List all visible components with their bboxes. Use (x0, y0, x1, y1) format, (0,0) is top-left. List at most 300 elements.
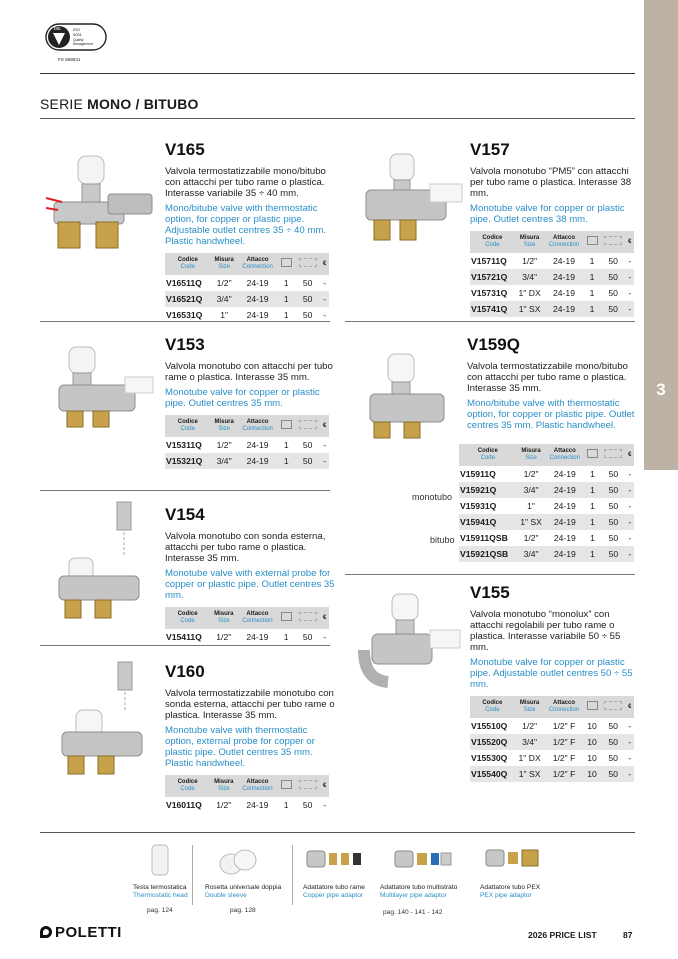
accessory-label-it: Adattatore tubo rame (303, 884, 365, 891)
col-code: Codice Code (165, 607, 210, 629)
cell-code: V15411Q (166, 632, 202, 642)
thermostatic-head-image (150, 843, 170, 879)
table-row (470, 253, 634, 269)
cell-size: 3/4" (515, 734, 545, 750)
cell-size: 1" DX (518, 753, 541, 763)
accessory-pex-adaptor (480, 884, 540, 900)
table-row (470, 734, 634, 750)
brand-mark-icon (40, 926, 52, 938)
col-size: Misura Size (515, 231, 545, 253)
bitubo-label: bitubo (430, 535, 455, 545)
cell-connection: 1/2" F (552, 721, 576, 731)
carton-icon (604, 236, 622, 245)
col-size: Misura Size (211, 415, 238, 437)
cell-carton-qty: 50 (601, 766, 626, 782)
col-connection: Attacco Connection (544, 696, 583, 718)
cell-box-qty: 1 (590, 469, 595, 479)
cell-box-qty: 1 (584, 301, 601, 317)
cell-price: - (626, 546, 634, 562)
cell-code: V15321Q (165, 453, 211, 469)
cell-box-qty: 1 (278, 291, 295, 307)
col-box-icon (277, 775, 294, 797)
table-row (459, 498, 634, 514)
cell-code: V15921Q (459, 482, 517, 498)
v160-table (165, 775, 329, 813)
cell-size: 1/2" (523, 469, 539, 479)
accessory-label-en: Thermostatic head (133, 892, 188, 899)
v159q-desc-it: Valvola termostatizzabile mono/bitubo con attacchi per tubo rame o plastica. Interasse 35 mm. (467, 361, 628, 394)
cell-connection: 24-19 (246, 310, 269, 320)
col-connection: Attacco Connection (544, 231, 583, 253)
col-price: € (626, 696, 634, 718)
series-name: MONO / BITUBO (87, 96, 199, 112)
cell-code: V15711Q (471, 256, 507, 266)
col-code: Codice Code (470, 231, 515, 253)
table-row (165, 797, 329, 813)
accessory-label-it: Adattatore tubo multistrato (380, 884, 458, 891)
col-connection: Attacco Connection (546, 444, 585, 466)
col-code: Codice Code (459, 444, 517, 466)
carton-icon (299, 612, 317, 621)
v165-desc-en: Mono/bitube valve with thermostatic option, for copper or plastic pipe. Adjustable outlet centres 35 ÷ 40 mm. Plastic handwheel. (165, 203, 326, 247)
cell-connection: 24-19 (238, 291, 278, 307)
cell-code: V15510Q (471, 721, 508, 731)
cell-code: V15911Q (460, 469, 496, 479)
price-list-label: 2026 PRICE LIST (528, 930, 597, 940)
v155-desc-en: Monotube valve for copper or plastic pipe. Adjustable outlet centres 50 ÷ 55 mm. (470, 657, 633, 690)
v160-desc-en: Monotube valve with thermostatic option, external probe for copper or plastic pipe. Outlet centres 35 mm. Plastic handwheel. (165, 725, 315, 769)
cell-carton-qty: 50 (601, 269, 626, 285)
cell-size: 1" SX (517, 514, 546, 530)
cell-carton-qty: 50 (295, 291, 321, 307)
table-row (165, 275, 329, 291)
v157-desc-en: Monotube valve for copper or plastic pipe. Outlet centres 38 mm. (470, 203, 625, 225)
cell-box-qty: 1 (283, 632, 289, 642)
cell-carton-qty: 50 (608, 288, 618, 298)
cell-price: - (628, 533, 632, 543)
cell-connection: 24-19 (553, 533, 576, 543)
col-box-icon (278, 415, 295, 437)
cell-size: 3/4" (211, 291, 238, 307)
cell-price: - (626, 734, 634, 750)
cell-size: 1" (527, 501, 535, 511)
table-header-row (459, 444, 634, 466)
table-header-row (470, 231, 634, 253)
cell-connection: 1/2" F (552, 753, 576, 763)
col-size: Misura Size (210, 775, 237, 797)
cell-carton-qty: 50 (302, 278, 313, 288)
box-icon (281, 258, 292, 267)
cell-price: - (628, 721, 632, 731)
cell-connection: 24-19 (553, 288, 575, 298)
table-row (165, 437, 329, 453)
box-icon (587, 449, 598, 458)
cell-size: 1/2" (216, 278, 232, 288)
v154-valve-image (55, 500, 155, 625)
table-row (459, 482, 634, 498)
certification-logo (40, 20, 110, 64)
accessory-thermostatic-head (133, 884, 188, 900)
divider (40, 321, 330, 322)
carton-icon (604, 449, 622, 458)
cell-carton-qty: 50 (608, 501, 619, 511)
cell-connection: 24-19 (546, 482, 585, 498)
v160-desc-it: Valvola termostatizzabile monotubo con sonda esterna, attacchi per tubo rame o plastica. Interasse 35 mm. (165, 688, 335, 721)
cell-size: 1/2" (522, 256, 538, 266)
table-row (470, 301, 634, 317)
table-row (470, 750, 634, 766)
cell-connection: 24-19 (553, 469, 576, 479)
cell-box-qty: 1 (589, 256, 595, 266)
cell-connection: 24-19 (553, 256, 575, 266)
accessory-double-sleeve (205, 884, 281, 900)
cert-management-text: Management (73, 42, 93, 46)
cell-code: V16011Q (166, 800, 202, 810)
col-box-icon (278, 253, 295, 275)
table-header-row (470, 696, 634, 718)
cell-code: V15941Q (459, 514, 517, 530)
box-icon (587, 701, 598, 710)
cell-size: 1/2" (523, 533, 539, 543)
table-header-row (165, 607, 329, 629)
v165-desc-it: Valvola termostatizzabile mono/bitubo con attacchi per tubo rame o plastica. Interasse variabile 35 ÷ 40 mm. (165, 166, 326, 199)
cell-carton-qty: 50 (608, 256, 618, 266)
col-connection: Attacco Connection (237, 775, 277, 797)
cell-price: - (323, 440, 327, 450)
cell-code: V16511Q (166, 278, 202, 288)
cell-carton-qty: 50 (601, 734, 626, 750)
cell-carton-qty: 50 (608, 753, 618, 763)
cell-price: - (626, 766, 634, 782)
v154-desc-en: Monotube valve with external probe for copper or plastic pipe. Outlet centres 35 mm. (165, 568, 335, 601)
accessory-multilayer-adaptor (380, 884, 457, 900)
cell-code: V15540Q (470, 766, 515, 782)
cell-size: 1/2" (216, 440, 232, 450)
cell-carton-qty: 50 (608, 469, 619, 479)
col-price: € (626, 231, 634, 253)
col-size: Misura Size (210, 607, 237, 629)
v153-desc-en: Monotube valve for copper or plastic pipe. Outlet centres 35 mm. (165, 387, 320, 409)
col-size: Misura Size (517, 444, 546, 466)
accessory-page-ref: pag. 124 (147, 907, 173, 914)
cell-price: - (320, 453, 329, 469)
v155-block (470, 583, 635, 782)
carton-icon (604, 701, 622, 710)
cell-size: 1/2" (216, 632, 232, 642)
box-icon (587, 236, 598, 245)
v160-block (165, 662, 335, 813)
cell-size: 3/4" (211, 453, 238, 469)
pex-adaptor-image (484, 846, 540, 870)
cell-size: 1" SX (515, 301, 545, 317)
cell-box-qty: 1 (278, 453, 295, 469)
cell-code: V16531Q (166, 310, 203, 320)
cert-bsi-text: bsi. (54, 26, 62, 32)
col-code: Codice Code (165, 253, 211, 275)
v157-title: V157 (470, 140, 510, 159)
cell-price: - (626, 269, 634, 285)
v153-valve-image (55, 345, 155, 430)
cell-carton-qty: 50 (601, 546, 626, 562)
cell-code: V16521Q (165, 291, 211, 307)
col-code: Codice Code (165, 415, 211, 437)
brand-name: POLETTI (55, 924, 122, 941)
header-divider (40, 73, 635, 74)
table-row (459, 546, 634, 562)
col-size: Misura Size (515, 696, 545, 718)
cell-connection: 24-19 (246, 278, 269, 288)
cell-box-qty: 10 (584, 734, 601, 750)
cell-price: - (628, 256, 632, 266)
table-row (470, 269, 634, 285)
cell-price: - (626, 514, 634, 530)
accessory-label-it: Adattatore tubo PEX (480, 884, 541, 891)
v154-block (165, 505, 335, 645)
v165-valve-image (44, 150, 154, 255)
cell-price: - (323, 632, 327, 642)
cell-code: V15731Q (471, 288, 508, 298)
accessory-page-ref: pag. 128 (230, 907, 256, 914)
cell-box-qty: 1 (589, 288, 595, 298)
accessory-label-it: Testa termostatica (133, 884, 187, 891)
box-icon (281, 420, 292, 429)
col-price: € (320, 253, 329, 275)
divider (345, 574, 635, 575)
cell-size: 1" (220, 310, 229, 320)
divider (40, 490, 330, 491)
cell-code: V15530Q (471, 753, 508, 763)
cell-carton-qty: 50 (302, 632, 313, 642)
cell-size: 1" SX (515, 766, 545, 782)
cell-connection: 24-19 (544, 301, 583, 317)
cell-box-qty: 1 (584, 514, 601, 530)
v154-table (165, 607, 329, 645)
v159q-table (459, 444, 634, 562)
col-price: € (626, 444, 634, 466)
cell-box-qty: 10 (587, 721, 597, 731)
v159q-valve-image (360, 350, 460, 440)
cell-carton-qty: 50 (601, 482, 626, 498)
cell-carton-qty: 50 (601, 514, 626, 530)
cert-quality-text: Quality (73, 38, 84, 42)
v165-table (165, 253, 329, 323)
col-price: € (320, 415, 329, 437)
cell-code: V15311Q (166, 440, 202, 450)
cell-price: - (323, 310, 327, 320)
col-connection: Attacco Connection (237, 607, 277, 629)
cell-carton-qty: 50 (302, 310, 313, 320)
v154-title: V154 (165, 505, 205, 524)
cell-price: - (628, 753, 632, 763)
table-row (470, 766, 634, 782)
col-price: € (320, 607, 329, 629)
cell-size: 3/4" (517, 546, 546, 562)
cell-box-qty: 1 (590, 533, 595, 543)
v159q-block (467, 335, 637, 431)
table-row (165, 629, 329, 645)
accessories-divider (40, 832, 635, 833)
col-connection: Attacco Connection (238, 253, 278, 275)
table-row (165, 453, 329, 469)
series-title (40, 96, 199, 112)
cell-box-qty: 1 (283, 800, 289, 810)
cell-connection: 24-19 (546, 514, 585, 530)
v153-desc-it: Valvola monotubo con attacchi per tubo rame o plastica. Interasse 35 mm. (165, 361, 333, 383)
v157-table (470, 231, 634, 317)
cell-code: V15921QSB (459, 546, 517, 562)
cert-9001-text: 9001 (73, 32, 82, 37)
cell-carton-qty: 50 (302, 800, 313, 810)
accessory-label-it: Rosetta universale doppia (205, 884, 282, 891)
col-code: Codice Code (165, 775, 210, 797)
col-size: Misura Size (211, 253, 238, 275)
col-carton-icon (295, 253, 321, 275)
v159q-title: V159Q (467, 335, 520, 354)
v160-title: V160 (165, 662, 205, 681)
series-prefix: SERIE (40, 96, 88, 112)
cell-price: - (323, 278, 327, 288)
col-carton-icon (295, 415, 321, 437)
cell-box-qty: 10 (587, 753, 597, 763)
v155-title: V155 (470, 583, 510, 602)
double-sleeve-image (218, 848, 258, 876)
cell-connection: 1/2" F (544, 766, 583, 782)
table-row (165, 291, 329, 307)
col-connection: Attacco Connection (238, 415, 278, 437)
v153-title: V153 (165, 335, 205, 354)
v159q-desc-en: Mono/bitube valve with thermostatic option, for copper or plastic pipe. Outlet centres 35 mm. Plastic handwheel. (467, 398, 635, 431)
cell-size: 1" DX (518, 288, 541, 298)
v153-table (165, 415, 329, 469)
table-header-row (165, 775, 329, 797)
cell-price: - (628, 288, 632, 298)
accessory-label-en: Copper pipe adaptor (303, 892, 364, 899)
v154-desc-it: Valvola monotubo con sonda esterna, attacchi per tubo rame o plastica. Interasse 35 mm. (165, 531, 326, 564)
cell-connection: 24-19 (544, 269, 583, 285)
cell-price: - (626, 301, 634, 317)
cell-connection: 24-19 (246, 800, 269, 810)
v157-block (470, 140, 635, 317)
divider (40, 645, 330, 646)
v165-block (165, 140, 335, 323)
accessory-label-en: Multilayer pipe adaptor (380, 892, 447, 899)
v155-table (470, 696, 634, 782)
accessory-label-en: PEX pipe adaptor (480, 892, 532, 899)
carton-icon (299, 420, 317, 429)
cell-carton-qty: 50 (608, 533, 619, 543)
series-divider (40, 118, 635, 119)
accessory-page-ref: pag. 140 - 141 - 142 (383, 909, 443, 916)
cell-connection: 24-19 (546, 546, 585, 562)
cell-size: 3/4" (517, 482, 546, 498)
cell-price: - (628, 501, 632, 511)
cell-box-qty: 1 (590, 501, 595, 511)
cell-code: V15520Q (470, 734, 515, 750)
table-header-row (165, 253, 329, 275)
table-row (459, 514, 634, 530)
cell-connection: 24-19 (553, 501, 576, 511)
brand-logo (40, 924, 122, 941)
monotubo-label: monotubo (412, 492, 453, 502)
cell-size: 3/4" (515, 269, 545, 285)
accessory-copper-adaptor (303, 884, 365, 900)
col-carton-icon (601, 696, 626, 718)
cell-code: V15721Q (470, 269, 515, 285)
cell-box-qty: 1 (584, 269, 601, 285)
col-box-icon (584, 696, 601, 718)
accessory-label-en: Double sleeve (205, 892, 247, 899)
accessory-separator (192, 845, 193, 905)
v157-valve-image (360, 150, 465, 250)
table-header-row (165, 415, 329, 437)
table-row (470, 285, 634, 301)
accessory-separator (292, 845, 293, 905)
cell-box-qty: 1 (584, 482, 601, 498)
cell-box-qty: 10 (584, 766, 601, 782)
cell-connection: 24-19 (246, 440, 269, 450)
col-box-icon (584, 231, 601, 253)
box-icon (281, 612, 292, 621)
col-price: € (320, 775, 329, 797)
cell-price: - (628, 469, 632, 479)
col-carton-icon (295, 607, 321, 629)
v155-valve-image (358, 590, 463, 695)
cell-box-qty: 1 (283, 440, 289, 450)
cell-box-qty: 1 (283, 278, 289, 288)
cell-price: - (323, 800, 327, 810)
table-row (459, 530, 634, 546)
v155-desc-it: Valvola monotubo “monolux” con attacchi regolabili per tubo rame o plastica. Interasse variabile 50 ÷ 55 mm. (470, 609, 621, 653)
box-icon (281, 780, 292, 789)
cell-price: - (626, 482, 634, 498)
table-row (470, 718, 634, 734)
cell-code: V15911QSB (460, 533, 508, 543)
divider (345, 321, 635, 322)
cell-code: V15741Q (470, 301, 515, 317)
cell-size: 1/2" (522, 721, 538, 731)
v153-block (165, 335, 335, 469)
cert-number: FS 559631 (58, 57, 81, 62)
cell-carton-qty: 50 (302, 440, 313, 450)
cell-connection: 24-19 (246, 632, 269, 642)
col-carton-icon (601, 231, 626, 253)
cell-price: - (320, 291, 329, 307)
cell-connection: 24-19 (238, 453, 278, 469)
page-number: 87 (623, 930, 633, 940)
col-box-icon (584, 444, 601, 466)
v165-title: V165 (165, 140, 205, 159)
carton-icon (299, 258, 317, 267)
col-code: Codice Code (470, 696, 515, 718)
v160-valve-image (58, 660, 158, 780)
cell-box-qty: 1 (584, 546, 601, 562)
col-carton-icon (601, 444, 626, 466)
cell-code: V15931Q (460, 501, 497, 511)
multilayer-adaptor-image (393, 848, 453, 870)
copper-adaptor-image (305, 848, 363, 870)
carton-icon (299, 780, 317, 789)
cert-iso-text: ISO (73, 27, 80, 32)
col-carton-icon (295, 775, 321, 797)
cell-connection: 1/2" F (544, 734, 583, 750)
cell-size: 1/2" (216, 800, 232, 810)
table-row (459, 466, 634, 482)
cell-carton-qty: 50 (295, 453, 321, 469)
cell-carton-qty: 50 (601, 301, 626, 317)
chapter-number: 3 (656, 380, 666, 399)
v157-desc-it: Valvola monotubo “PM5” con attacchi per tubo rame o plastica. Interasse 38 mm. (470, 166, 632, 199)
cell-box-qty: 1 (283, 310, 289, 320)
